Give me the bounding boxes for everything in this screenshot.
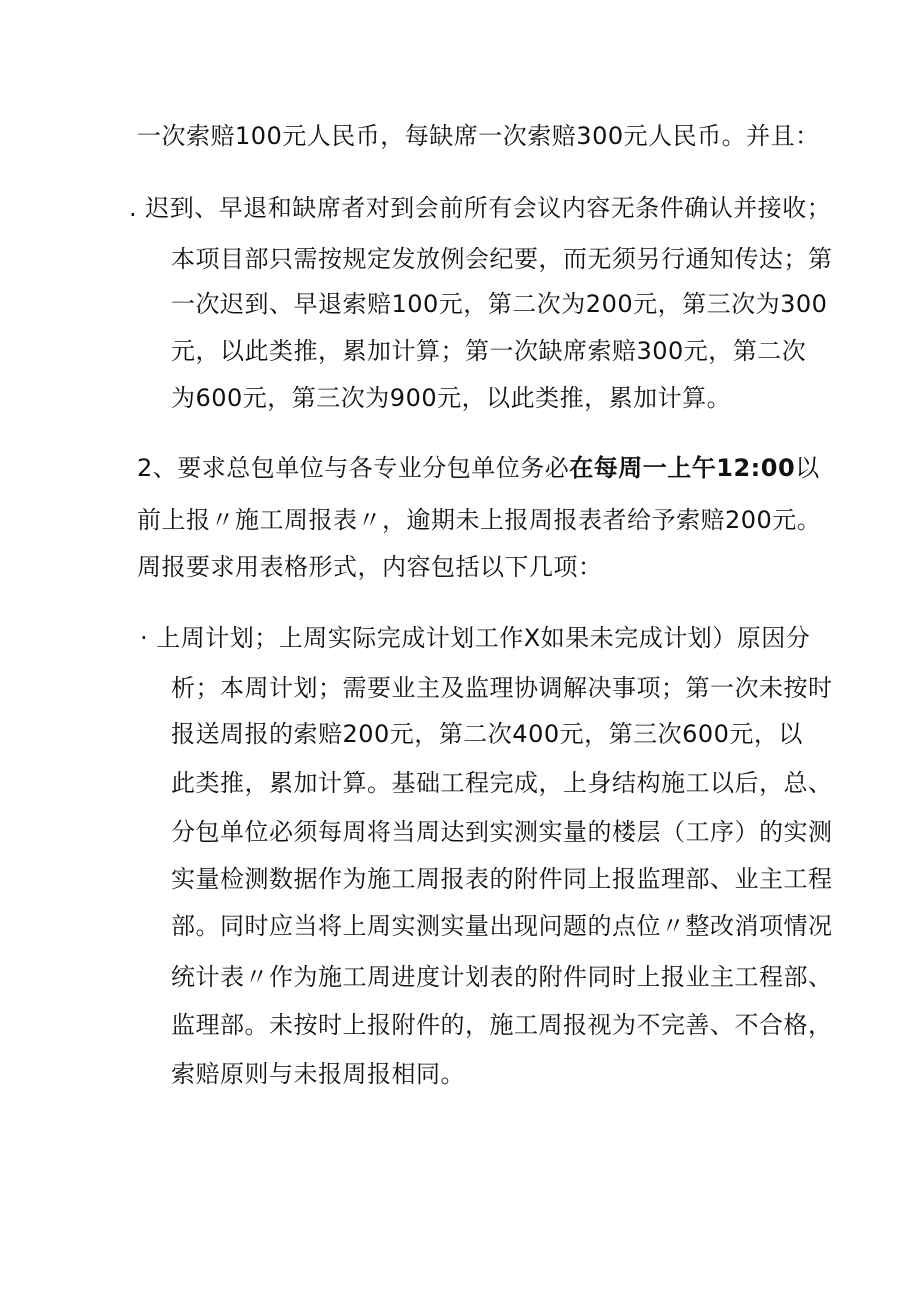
para2-deadline: 在每周一上午12:00 [569, 454, 796, 482]
bullet1-text: 迟到、早退和缺席者对到会前所有会议内容无条件确认并接收； [145, 194, 832, 222]
bullet2-line: 报送周报的索赔200元，第二次400元，第三次600元，以 [171, 720, 803, 748]
bullet2-line: 部。同时应当将上周实测实量出现问题的点位〃整改消项情况 [171, 912, 833, 940]
para2-line3: 周报要求用表格形式，内容包括以下几项： [137, 553, 603, 581]
bullet2-text: 上周计划；上周实际完成计划工作X如果未完成计划）原因分 [156, 624, 811, 652]
bullet2-line: 此类推，累加计算。基础工程完成，上身结构施工以后，总、 [171, 769, 833, 797]
bullet2-line: 监理部。未按时上报附件的，施工周报视为不完善、不合格， [171, 1011, 833, 1039]
para2-line1-tail: 以 [795, 454, 820, 482]
bullet-marker: · [140, 624, 149, 652]
bullet-marker: . [129, 194, 138, 222]
bullet2-first-line [140, 623, 810, 653]
para2-line2: 前上报〃施工周报表〃，逾期未上报周报表者给予索赔200元。 [137, 506, 822, 534]
bullet1-line: 元，以此类推，累加计算；第一次缺席索赔300元，第二次 [171, 337, 807, 365]
para2-line1 [137, 453, 820, 483]
para2-line1-text: 2、要求总包单位与各专业分包单位务必 [137, 454, 570, 482]
bullet1-line: 为600元，第三次为900元，以此类推，累加计算。 [171, 384, 732, 412]
bullet1-line: 一次迟到、早退索赔100元，第二次为200元，第三次为300 [171, 290, 828, 318]
bullet2-line: 实量检测数据作为施工周报表的附件同上报监理部、业主工程 [171, 865, 833, 893]
bullet1-first-line [129, 193, 831, 223]
bullet2-line: 索赔原则与未报周报相同。 [171, 1060, 465, 1088]
bullet1-line: 本项目部只需按规定发放例会纪要，而无须另行通知传达；第 [171, 245, 833, 273]
bullet2-line: 分包单位必须每周将当周达到实测实量的楼层（工序）的实测 [171, 818, 833, 846]
bullet2-line: 统计表〃作为施工周进度计划表的附件同时上报业主工程部、 [171, 963, 833, 991]
bullet2-line: 析；本周计划；需要业主及监理协调解决事项；第一次未按时 [171, 674, 833, 702]
intro-line: 一次索赔100元人民币，每缺席一次索赔300元人民币。并且： [137, 122, 820, 150]
